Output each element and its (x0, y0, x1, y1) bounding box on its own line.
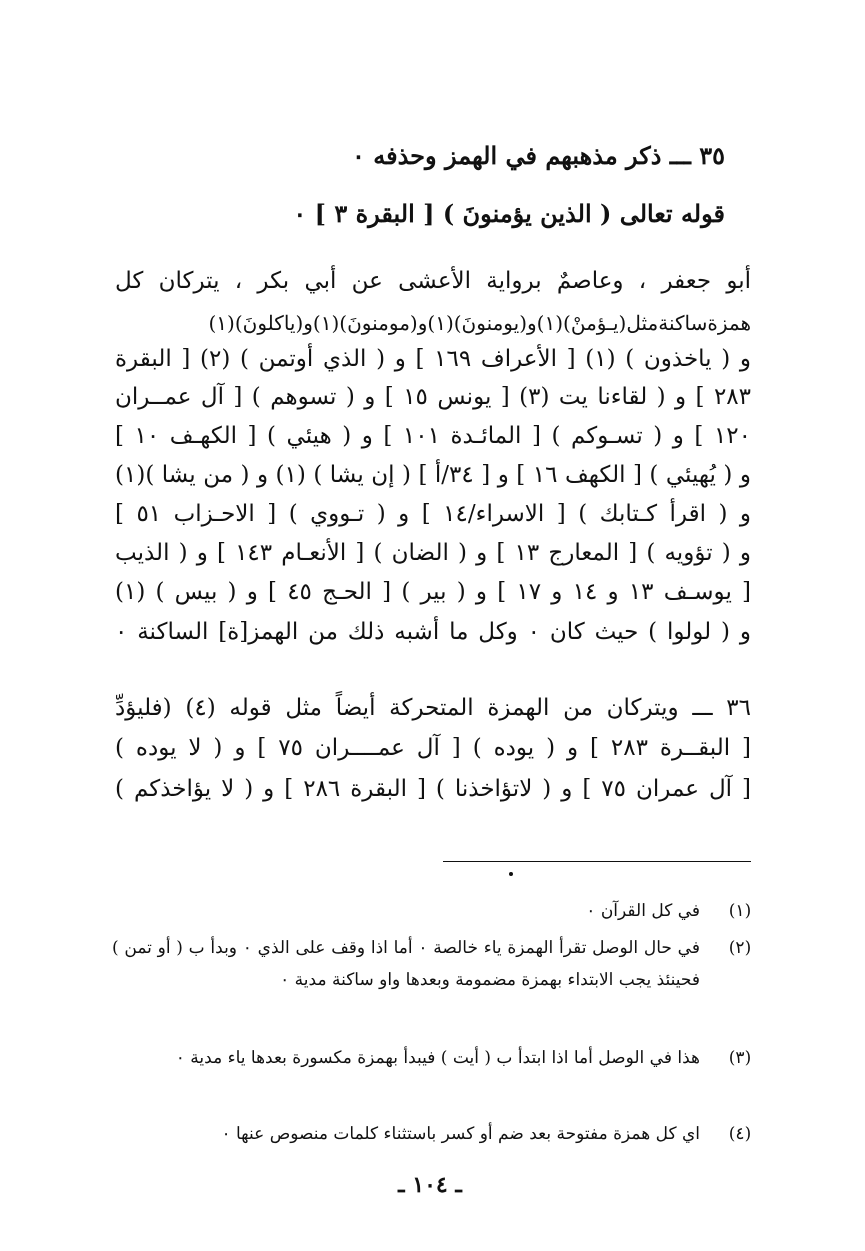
page-number: ـ ١٠٤ ـ (398, 1172, 462, 1198)
paragraph-line: ٢٨٣ ] و ( لقاءنا يت (٣) [ يونس ١٥ ] و ( تسوهم ) [ آل عمــران (115, 384, 752, 410)
paragraph-line: ١٢٠ ] و ( تسـوكم ) [ المائـدة ١٠١ ] و ( هيئي ) [ الكهـف ١٠ ] (115, 423, 752, 449)
footnote-text: في كل القرآن ٠ (586, 901, 700, 921)
paragraph-line: و ( لولوا ) حيث كان ٠ وكل ما أشبه ذلك من الهمز[ة] الساكنة ٠ (115, 619, 751, 645)
verse-citation: قوله تعالى ( الذين يؤمنونَ ) [ البقرة ٣ ] ٠ (293, 199, 725, 228)
paragraph-line: همزةساكنةمثل(يـؤمنْ)(١)و(يومنونَ)(١)و(مومنونَ)(١)و(ياكلونَ)(١) (208, 311, 751, 335)
paragraph-line: [ يوسـف ١٣ و ١٤ و ١٧ ] و ( بير ) [ الحـج ٤٥ ] و ( بيس ) (١) (115, 579, 752, 605)
footnote-number: (٤) (728, 1124, 752, 1144)
footnote-text: هذا في الوصل أما اذا ابتدأ ب ( أيت ) فيبدأ بهمزة مكسورة بعدها ياء مدية ٠ (175, 1048, 700, 1068)
paragraph-line: و ( ياخذون ) (١) [ الأعراف ١٦٩ ] و ( الذي أوتمن ) (٢) [ البقرة (115, 346, 751, 372)
footnote-number: (١) (728, 901, 752, 921)
paragraph-line: [ آل عمران ٧٥ ] و ( لاتؤاخذنا ) [ البقرة ٢٨٦ ] و ( لا يؤاخذكم ) (115, 776, 752, 802)
footnote-separator (443, 861, 751, 862)
separator-dot (509, 872, 513, 876)
footnote-text: اي كل همزة مفتوحة بعد ضم أو كسر باستثناء كلمات منصوص عنها ٠ (221, 1124, 700, 1144)
paragraph-line: ٣٦ ـــ ويتركان من الهمزة المتحركة أيضاً مثل قوله (٤) (فليؤدِّ (115, 695, 751, 721)
paragraph-line: و ( اقرأ كـتابك ) [ الاسراء/١٤ ] و ( تـووي ) [ الاحـزاب ٥١ ] (115, 501, 751, 527)
paragraph-line: أبو جعفر ، وعاصمٌ برواية الأعشى عن أبي بكر ، يتركان كل (115, 268, 751, 294)
paragraph-line: و ( تؤويه ) [ المعارج ١٣ ] و ( الضان ) [ الأنعـام ١٤٣ ] و ( الذيب (115, 540, 751, 566)
footnote-number: (٣) (728, 1048, 752, 1068)
footnote-1 (112, 895, 758, 929)
section-heading-35: ٣٥ ـــ ذكر مذهبهم في الهمز وحذفه ٠ (352, 141, 725, 170)
footnote-4 (112, 1118, 758, 1152)
footnote-2 (112, 932, 758, 1032)
footnote-number: (٢) (728, 938, 752, 958)
footnote-text: في حال الوصل تقرأ الهمزة ياء خالصة ٠ أما اذا وقف على الذي ٠ وبدأ ب ( أو تمن ) فحينئذ يجب الابتداء بهمزة مضمومة وبعدها واو ساكنة مدية ٠ (112, 938, 700, 990)
paragraph-line: و ( يُهيئي ) [ الكهف ١٦ ] و [ ٣٤/أ ] ( إن يشا ) (١) و ( من يشا )(١) (115, 462, 751, 488)
paragraph-line: [ البقــرة ٢٨٣ ] و ( يوده ) [ آل عمــــران ٧٥ ] و ( لا يوده ) (115, 735, 751, 761)
footnote-3 (112, 1042, 758, 1108)
